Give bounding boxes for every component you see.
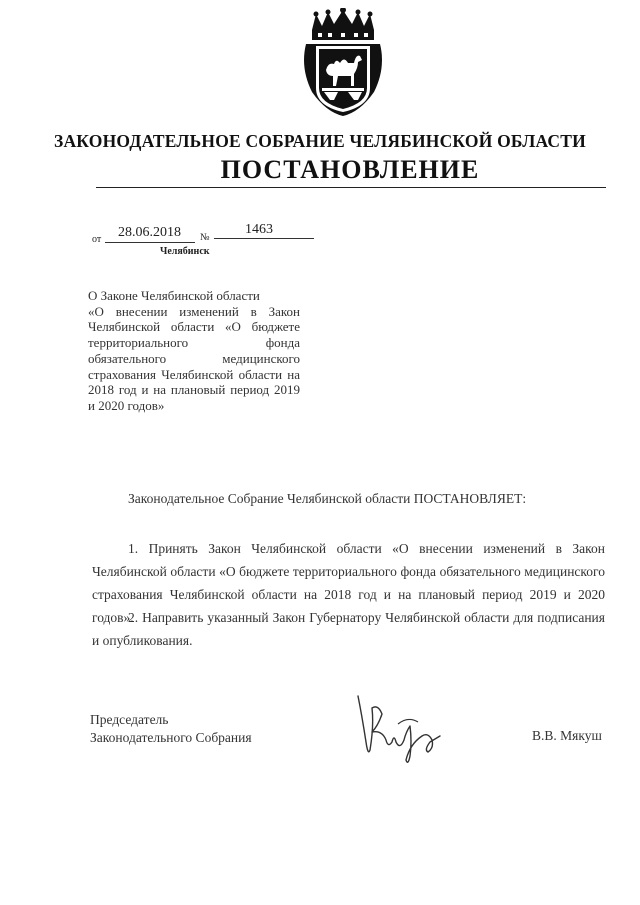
number-prefix: № bbox=[200, 232, 210, 243]
date-underline bbox=[105, 242, 195, 243]
organization-title: ЗАКОНОДАТЕЛЬНОЕ СОБРАНИЕ ЧЕЛЯБИНСКОЙ ОБЛАСТИ bbox=[54, 131, 586, 151]
signatory-name: В.В. Мякуш bbox=[532, 728, 602, 743]
resolution-item-1: 1. Принять Закон Челябинской области «О внесении изменений в Закон Челябинской области «О бюджете территориального фонда обязательного медицинского страхования Челябинской области на 2018 год и на плановый период 2019 и 2020 годов». bbox=[92, 541, 605, 625]
document-number: 1463 bbox=[245, 222, 273, 237]
header-divider bbox=[96, 187, 606, 188]
signatory-position: Председатель Законодательного Собрания bbox=[90, 712, 252, 745]
resolution-item-2: 2. Направить указанный Закон Губернатору Челябинской области для подписания и опубликования. bbox=[92, 610, 605, 648]
coat-of-arms-icon bbox=[298, 8, 388, 118]
handwritten-signature bbox=[348, 686, 448, 770]
document-title: ПОСТАНОВЛЕНИЕ bbox=[220, 155, 480, 184]
date-prefix: от bbox=[92, 234, 102, 245]
number-underline bbox=[214, 238, 314, 239]
document-date: 28.06.2018 bbox=[118, 225, 181, 240]
document-subject: О Законе Челябинской области «О внесении изменений в Закон Челябинской области «О бюджете территориального фонда обязательного медицинского страхования Челябинской области на 2018 год и на плановый период 2019 и 2020 годов» bbox=[88, 288, 300, 413]
decree-statement: Законодательное Собрание Челябинской области ПОСТАНОВЛЯЕТ: bbox=[128, 491, 527, 506]
city-label: Челябинск bbox=[160, 246, 210, 257]
